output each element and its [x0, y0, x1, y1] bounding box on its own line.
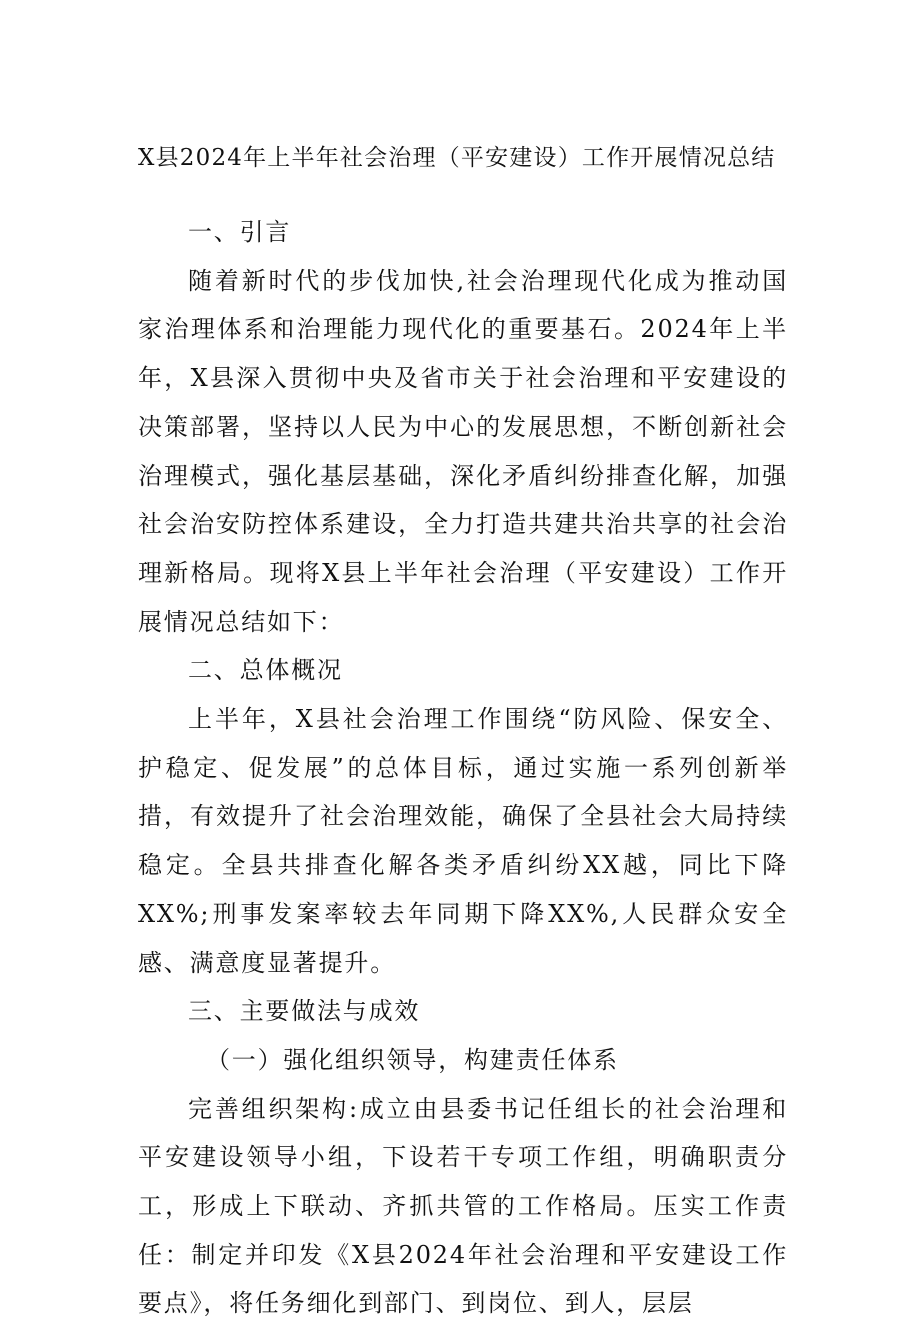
document-body — [138, 208, 788, 1328]
subsection-heading-organization: （一）强化组织领导，构建责任体系 — [206, 1045, 619, 1074]
section-heading-practices: 三、主要做法与成效 — [188, 997, 421, 1026]
practices-paragraph: 完善组织架构:成立由县委书记任组长的社会治理和平安建设领导小组，下设若干专项工作组，明确职责分工，形成上下联动、齐抓共管的工作格局。压实工作责任：制定并印发《X县2024年社会治理和平安建设工作要点》，将任务细化到部门、到岗位、到人，层层 — [138, 1094, 788, 1318]
overview-paragraph: 上半年，X县社会治理工作围绕“防风险、保安全、护稳定、促发展”的总体目标，通过实施一系列创新举措，有效提升了社会治理效能，确保了全县社会大局持续稳定。全县共排查化解各类矛盾纠纷XX越，同比下降XX%;刑事发案率较去年同期下降XX%,人民群众安全感、满意度显著提升。 — [138, 705, 788, 977]
section-heading-intro: 一、引言 — [188, 218, 292, 246]
section-heading-overview: 二、总体概况 — [188, 656, 343, 685]
document-title: X县2024年上半年社会治理（平安建设）工作开展情况总结 — [138, 145, 776, 171]
intro-paragraph: 随着新时代的步伐加快,社会治理现代化成为推动国家治理体系和治理能力现代化的重要基石。2024年上半年，X县深入贯彻中央及省市关于社会治理和平安建设的决策部署，坚持以人民为中心的发展思想，不断创新社会治理模式，强化基层基础，深化矛盾纠纷排查化解，加强社会治安防控体系建设，全力打造共建共治共享的社会治理新格局。现将X县上半年社会治理（平安建设）工作开展情况总结如下： — [138, 266, 788, 636]
